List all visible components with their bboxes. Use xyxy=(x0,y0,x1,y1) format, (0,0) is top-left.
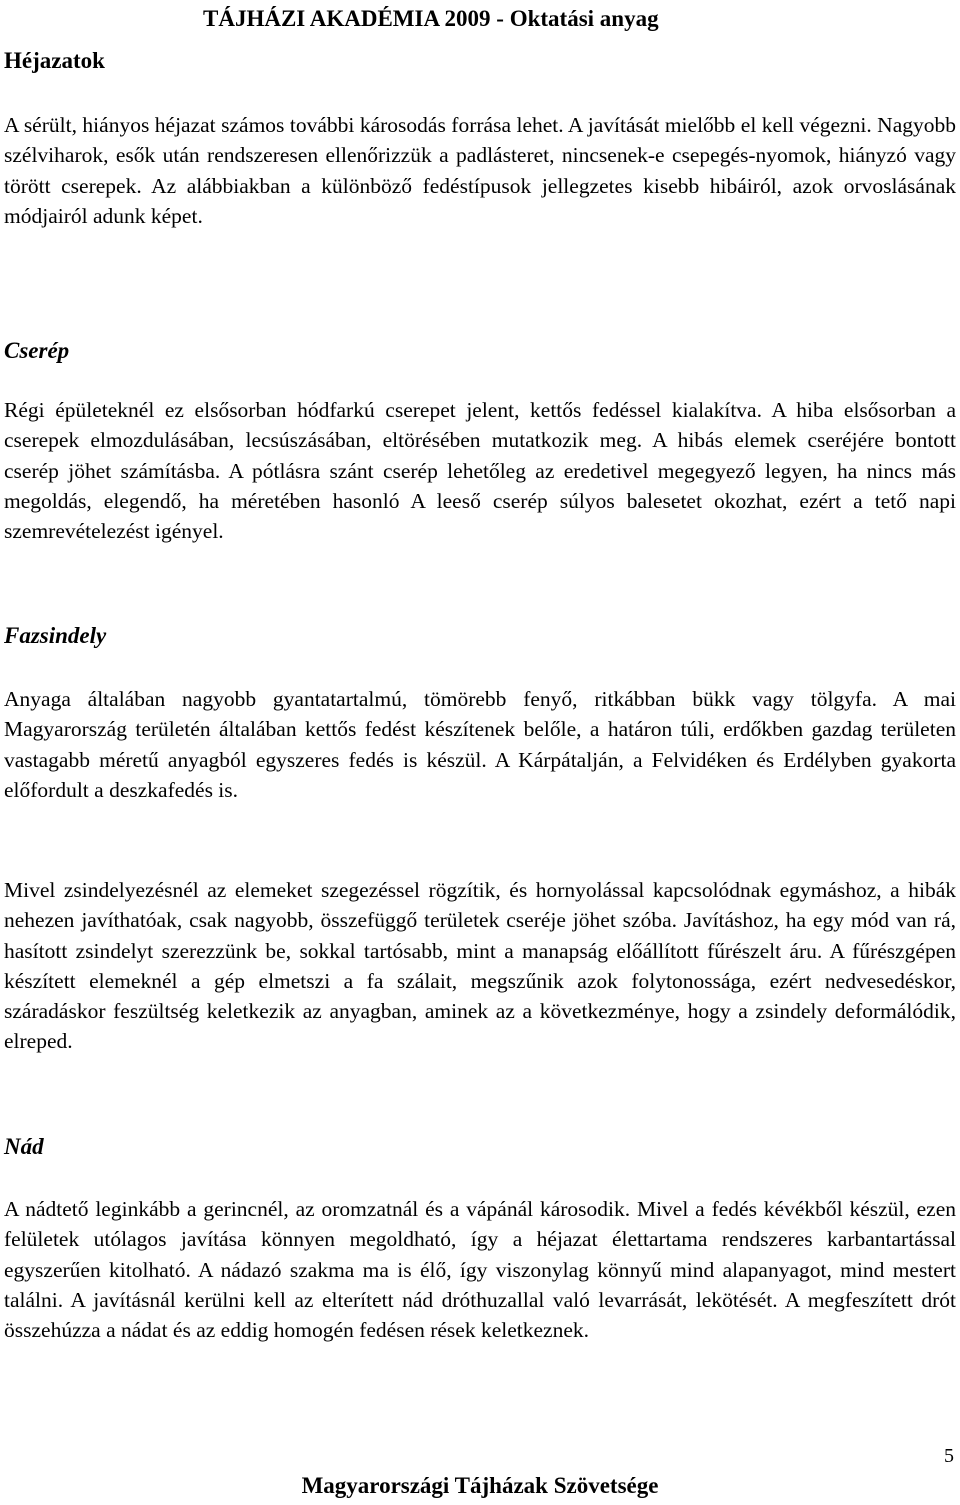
fazsindely-paragraph-2: Mivel zsindelyezésnél az elemeket szegezéssel rögzítik, és hornyolással kapcsolódnak egymáshoz, a hibák nehezen javíthatóak, csak nagyobb, összefüggő területek cseréje jöhet szóba. Javításhoz, ha egy mód van rá, hasított zsindelyt szerezzünk be, sokkal tartósabb, mint a manapság előállított fűrészelt áru. A fűrészgépen készített elemeknél a gép elmetszi a fa szálait, megszűnik azok folytonossága, ezért nedvesedéskor, száradáskor feszültség keletkezik az anyagban, aminek az a következménye, hogy a zsindely deformálódik, elreped. xyxy=(4,878,956,1054)
header-section-label: Héjazatok xyxy=(4,48,105,73)
section-title-fazsindely: Fazsindely xyxy=(4,623,107,648)
nad-paragraph: A nádtető leginkább a gerincnél, az oromzatnál és a vápánál károsodik. Mivel a fedés kévékből készül, ezen felületek utólagos javítása könnyen megoldható, így a héjazat élettartama rendszeres karbantartással egyszerűen kitolható. A nádazó szakma ma is élő, így viszonylag könnyű mind alapanyagot, mind mestert találni. A javításnál kerülni kell az elterített nád dróthuzallal való levarrását, lekötését. A megfeszített drót összehúzza a nádat és az eddig homogén fedésen rések keletkeznek. xyxy=(4,1197,956,1343)
footer-publisher: Magyarországi Tájházak Szövetsége xyxy=(301,1473,659,1498)
section-title-nad: Nád xyxy=(4,1134,44,1159)
intro-paragraph: A sérült, hiányos héjazat számos további károsodás forrása lehet. A javítását mielőbb el kell végezni. Nagyobb szélviharok, esők után rendszeresen ellenőrizzük a padlásteret, nincsenek-e csepegés-nyomok, hiányzó vagy törött cserepek. Az alábbiakban a különböző fedéstípusok jellegzetes kisebb hibáiról, azok orvoslásának módjairól adunk képet. xyxy=(4,113,956,228)
document-header-title: TÁJHÁZI AKADÉMIA 2009 - Oktatási anyag xyxy=(203,6,659,31)
section-title-cserep: Cserép xyxy=(4,338,70,363)
cserep-paragraph: Régi épületeknél ez elsősorban hódfarkú cserepet jelent, kettős fedéssel kialakítva. A hiba elsősorban a cserepek elmozdulásában, lecsúszásában, eltörésében mutatkozik meg. A hibás elemek cseréjére bontott cserép jöhet számításba. A pótlásra szánt cserép lehetőleg az eredetivel megegyező legyen, ha nincs más megoldás, elegendő, ha méretében hasonló A leeső cserép súlyos balesetet okozhat, ezért a tető napi szemrevételezést igényel. xyxy=(4,398,956,544)
fazsindely-paragraph-1: Anyaga általában nagyobb gyantatartalmú, tömörebb fenyő, ritkábban bükk vagy tölgyfa. A mai Magyarország területén általában kettős fedést készítenek belőle, a határon túli, erdőkben gazdag területen vastagabb méretű anyagból egyszeres fedés is készül. A Kárpátalján, a Felvidéken és Erdélyben gyakorta előfordult a deszkafedés is. xyxy=(4,687,956,802)
page-number: 5 xyxy=(944,1445,954,1467)
